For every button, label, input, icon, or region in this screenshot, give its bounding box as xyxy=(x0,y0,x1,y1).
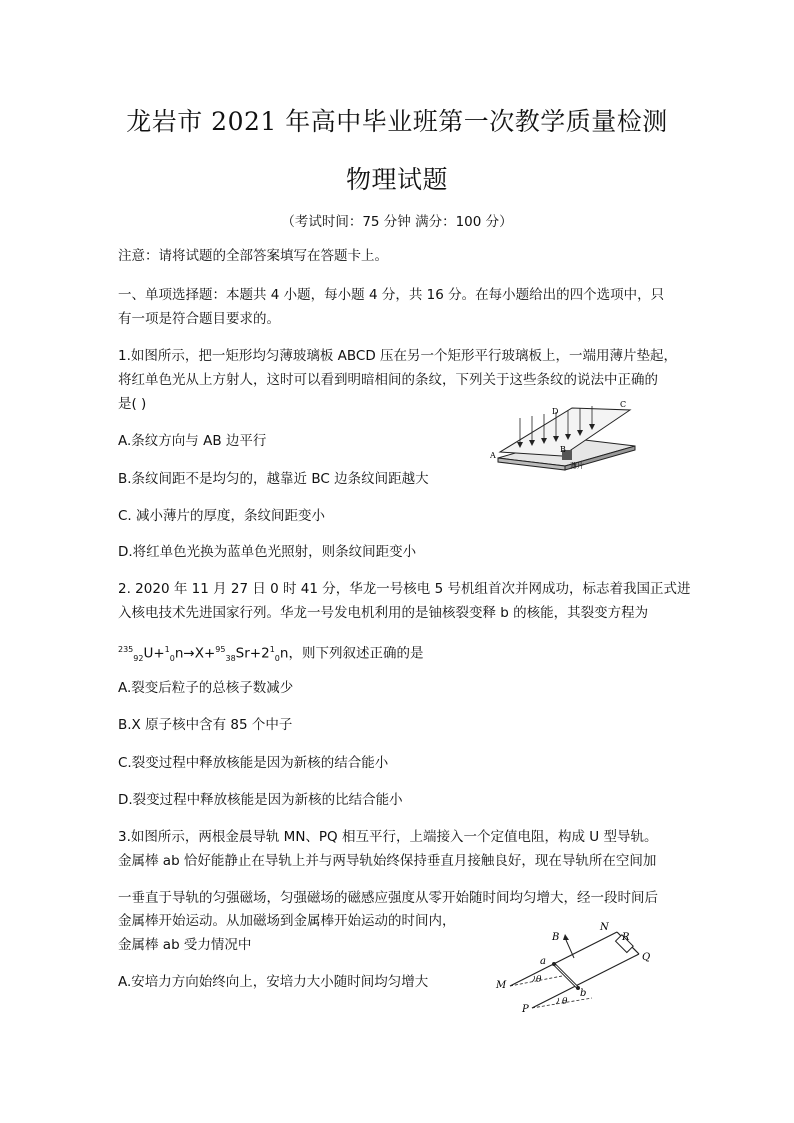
exam-title: 龙岩市 2021 年高中毕业班第一次教学质量检测 xyxy=(126,107,668,136)
q1-option-a: A.条纹方向与 AB 边平行 xyxy=(118,433,267,449)
n2-atomic-number: 0 xyxy=(274,654,280,664)
sr-mass-number: 95 xyxy=(215,645,226,654)
q1-stem-line1: 1.如图所示，把一矩形均匀薄玻璃板 ABCD 压在另一个矩形平行玻璃板上，一端用薄片垫起， xyxy=(118,348,678,364)
label-m: M xyxy=(496,980,507,991)
label-c: C xyxy=(620,400,627,409)
q3-stem-line5: 金属棒 ab 受力情况中 xyxy=(118,937,252,953)
q2-stem-line1: 2. 2020 年 11 月 27 日 0 时 41 分，华龙一号核电 5 号机组首次并网成功，标志着我国正式进 xyxy=(118,581,691,597)
q1-stem-line2: 将红单色光从上方射人，这时可以看到明暗相间的条纹，下列关于这些条纹的说法中正确的 xyxy=(118,372,658,388)
u-symbol: U+ xyxy=(143,645,165,662)
q1-option-d: D.将红单色光换为蓝单色光照射，则条纹间距变小 xyxy=(118,544,417,560)
q3-stem-line1: 3.如图所示，两根金晨导轨 MN、PQ 相互平行，上端接入一个定值电阻，构成 U 型导轨。 xyxy=(118,829,658,845)
q2-fission-equation xyxy=(118,641,423,668)
label-p: P xyxy=(522,1004,529,1014)
q1-stem-line3: 是( ) xyxy=(118,396,147,412)
inclined-rail-figure xyxy=(492,918,662,1014)
label-b: B xyxy=(560,445,566,454)
label-q: Q xyxy=(642,952,651,963)
label-theta-upper: θ xyxy=(536,975,542,985)
equation-tail: n，则下列叙述正确的是 xyxy=(279,645,424,662)
q2-option-c: C.裂变过程中释放核能是因为新核的结合能小 xyxy=(118,755,389,771)
sr-atomic-number: 38 xyxy=(225,654,236,664)
label-a: A xyxy=(490,451,496,460)
q2-option-a: A.裂变后粒子的总核子数减少 xyxy=(118,680,294,696)
label-theta-lower: θ xyxy=(562,997,568,1007)
q3-option-a: A.安培力方向始终向上，安培力大小随时间均匀增大 xyxy=(118,974,429,990)
notice: 注意：请将试题的全部答案填写在答题卡上。 xyxy=(118,248,388,264)
label-shim: 薄片 xyxy=(570,462,584,470)
glass-plate-figure xyxy=(490,398,640,476)
u-mass-number: 235 xyxy=(118,645,134,654)
sr-symbol: Sr+2 xyxy=(235,645,270,662)
q1-option-b: B.条纹间距不是均匀的，越靠近 BC 边条纹间距越大 xyxy=(118,471,429,487)
n2-mass-number: 1 xyxy=(269,645,275,654)
label-a-end: a xyxy=(540,956,546,967)
q2-option-b: B.X 原子核中含有 85 个中子 xyxy=(118,717,293,733)
section-heading-line2: 有一项是符合题目要求的。 xyxy=(118,311,280,327)
q2-option-d: D.裂变过程中释放核能是因为新核的比结合能小 xyxy=(118,792,403,808)
q3-stem-line3: 一垂直于导轨的匀强磁场，匀强磁场的磁感应强度从零开始随时间均匀增大，经一段时间后 xyxy=(118,890,658,906)
exam-info: （考试时间：75 分钟 满分：100 分） xyxy=(281,214,513,230)
q3-stem-line4: 金属棒开始运动。从加磁场到金属棒开始运动的时间内， xyxy=(118,913,456,929)
label-d: D xyxy=(552,407,559,416)
label-r: R xyxy=(622,932,630,943)
q2-stem-line2: 入核电技术先进国家行列。华龙一号发电机利用的是铀核裂变释 b 的核能，其裂变方程为 xyxy=(118,605,649,621)
label-b-field: B xyxy=(552,932,560,943)
n-mass-number: 1 xyxy=(164,645,170,654)
u-atomic-number: 92 xyxy=(133,654,144,664)
subject-title: 物理试题 xyxy=(345,165,448,194)
q1-option-c: C. 减小薄片的厚度，条纹间距变小 xyxy=(118,508,326,524)
label-n: N xyxy=(600,922,609,933)
label-b-end: b xyxy=(580,988,587,999)
q3-stem-line2: 金属棒 ab 恰好能静止在导轨上并与两导轨始终保持垂直月接触良好，现在导轨所在空间加 xyxy=(118,853,657,869)
n-symbol: n→X+ xyxy=(174,645,216,662)
n-atomic-number: 0 xyxy=(169,654,175,664)
section-heading-line1: 一、单项选择题：本题共 4 小题，每小题 4 分，共 16 分。在每小题给出的四个选项中，只 xyxy=(118,287,665,303)
